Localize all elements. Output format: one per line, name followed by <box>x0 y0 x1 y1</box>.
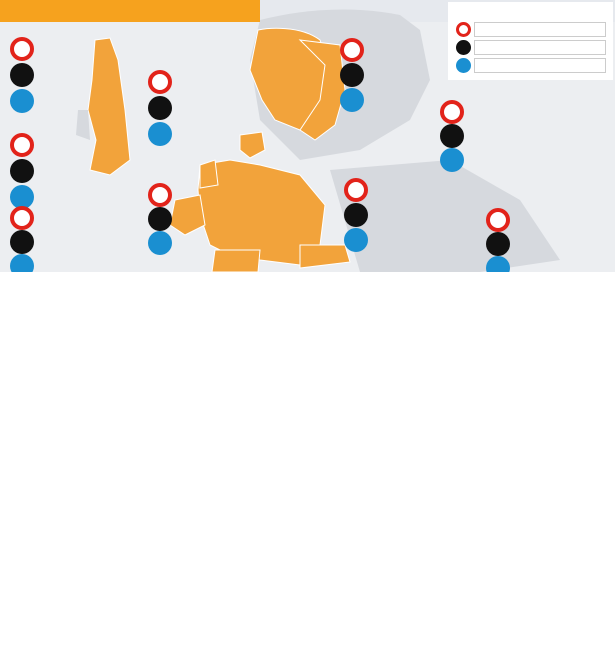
at-urban-sign <box>486 208 510 232</box>
se-urban-sign <box>148 70 172 94</box>
be-rural-sign <box>148 207 172 231</box>
se-rural-sign <box>148 96 172 120</box>
ch-motorway-sign <box>10 254 34 272</box>
legend-sign <box>456 58 471 73</box>
de-motorway-sign <box>344 228 368 252</box>
no-rural-sign <box>340 63 364 87</box>
de-rural-sign <box>344 203 368 227</box>
de-urban-sign <box>344 178 368 202</box>
ch-urban-sign <box>10 206 34 230</box>
dk-rural-sign <box>440 124 464 148</box>
no-urban-sign <box>340 38 364 62</box>
title-bar <box>0 0 260 22</box>
dk-motorway-sign <box>440 148 464 172</box>
nl-urban-sign <box>10 133 34 157</box>
europe-map <box>0 0 615 272</box>
info-table <box>0 274 615 645</box>
uk-rural-sign <box>10 63 34 87</box>
be-motorway-sign <box>148 231 172 255</box>
legend-item-rural <box>456 40 606 55</box>
at-rural-sign <box>486 232 510 256</box>
legend-item-urban <box>456 22 606 37</box>
uk-urban-sign <box>10 37 34 61</box>
legend-sign <box>456 22 471 37</box>
se-motorway-sign <box>148 122 172 146</box>
uk-motorway-sign <box>10 89 34 113</box>
legend-item-motorway <box>456 58 606 73</box>
dk-urban-sign <box>440 100 464 124</box>
be-urban-sign <box>148 183 172 207</box>
no-motorway-sign <box>340 88 364 112</box>
ch-rural-sign <box>10 230 34 254</box>
legend <box>448 2 613 80</box>
legend-sign <box>456 40 471 55</box>
nl-rural-sign <box>10 159 34 183</box>
